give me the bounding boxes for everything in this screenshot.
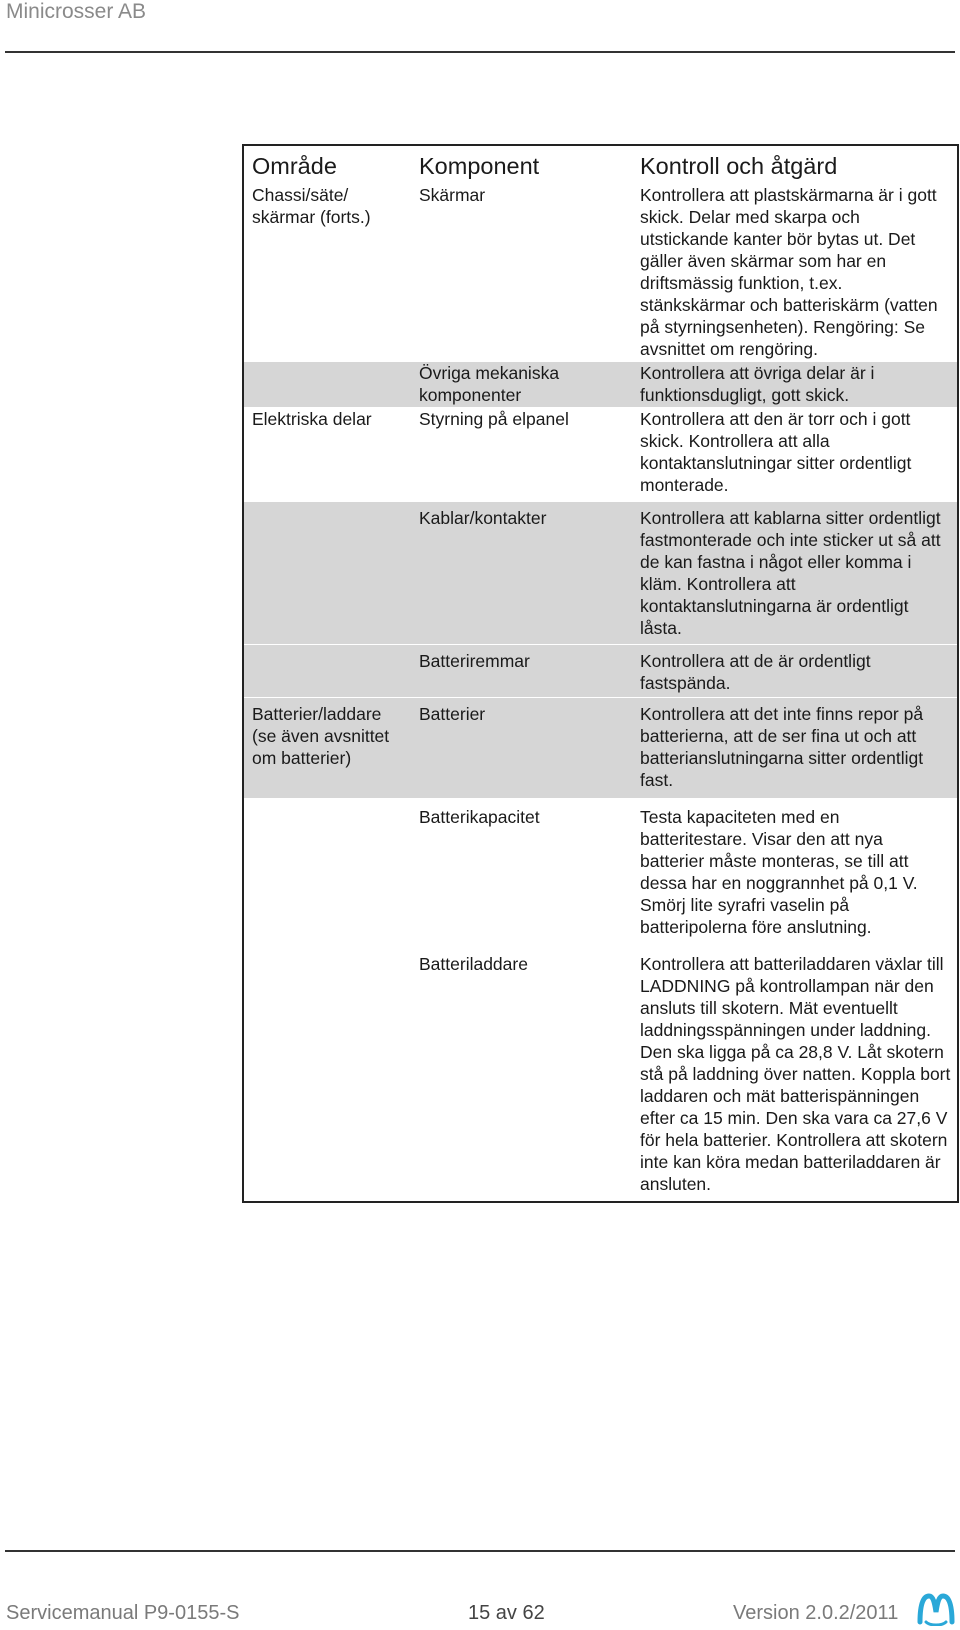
table-row: [243, 799, 958, 946]
row-component: Batterikapacitet: [411, 799, 632, 946]
table-row: [243, 946, 958, 1203]
row-component: Batteriremmar: [411, 645, 632, 698]
row-action: Kontrollera att den är torr och i gott skick. Kontrollera att alla kontaktanslutningar sitter ordentligt monterade.: [632, 408, 958, 502]
table-row: [243, 698, 958, 799]
row-action: Testa kapaciteten med en batteritestare. Visar den att nya batterier måste monteras, se till att dessa har en noggrannhet på 0,1 V. Smörj lite syrafri vaselin på batteripolerna före anslutning.: [632, 799, 958, 946]
company-name: Minicrosser AB: [6, 0, 147, 23]
row-component: Batteriladdare: [411, 946, 632, 1203]
row-action: Kontrollera att batteriladdaren växlar till LADDNING på kontrollampan när den ansluts till skotern. Mät eventuellt laddningsspänningen under laddning. Den ska ligga på ca 28,8 V. Låt skotern stå på laddning över natten. Koppla bort laddaren och mät batterispänningen efter ca 15 min. Den ska vara ca 27,6 V för hela batterier. Kontrollera att skotern inte kan köra medan batteriladdaren är ansluten.: [632, 946, 958, 1203]
header-rule: [5, 51, 955, 53]
page-number: 15 av 62: [468, 1602, 545, 1624]
row-component: Batterier: [411, 698, 632, 799]
row-component: Övriga mekaniska komponenter: [411, 362, 632, 408]
company-logo-icon: [916, 1592, 956, 1626]
header-action: Kontroll och åtgärd: [632, 145, 958, 184]
row-action: Kontrollera att det inte finns repor på batterierna, att de ser fina ut och att batterianslutningarna sitter ordentligt fast.: [632, 698, 958, 799]
header-component: Komponent: [411, 145, 632, 184]
row-component: Skärmar: [411, 184, 632, 362]
row-area: Chassi/säte/ skärmar (forts.): [243, 184, 411, 362]
row-area: [243, 362, 411, 408]
row-component: Styrning på elpanel: [411, 408, 632, 502]
row-area: [243, 799, 411, 946]
table-row: [243, 408, 958, 502]
header-area: Område: [243, 145, 411, 184]
row-area: [243, 645, 411, 698]
row-component: Kablar/kontakter: [411, 502, 632, 645]
table-row: [243, 362, 958, 408]
row-area: [243, 946, 411, 1203]
row-area: [243, 502, 411, 645]
version-label: Version 2.0.2/2011: [733, 1602, 899, 1624]
manual-id: Servicemanual P9-0155-S: [6, 1602, 240, 1624]
row-action: Kontrollera att övriga delar är i funktionsdugligt, gott skick.: [632, 362, 958, 408]
table-row: [243, 184, 958, 362]
table-header-row: [243, 145, 958, 184]
table-row: [243, 645, 958, 698]
row-area: Batterier/laddare (se även avsnittet om batterier): [243, 698, 411, 799]
row-action: Kontrollera att plastskärmarna är i gott skick. Delar med skarpa och utstickande kanter bör bytas ut. Det gäller även skärmar som har en driftsmässig funktion, t.ex. stänkskärmar och batteriskärm (vatten på styrningsenheten). Rengöring: Se avsnittet om rengöring.: [632, 184, 958, 362]
row-action: Kontrollera att de är ordentligt fastspända.: [632, 645, 958, 698]
row-action: Kontrollera att kablarna sitter ordentligt fastmonterade och inte sticker ut så att de kan fastna i något eller komma i kläm. Kontrollera att kontaktanslutningarna är ordentligt låsta.: [632, 502, 958, 645]
maintenance-table: [242, 144, 959, 1203]
row-area: Elektriska delar: [243, 408, 411, 502]
table-row: [243, 502, 958, 645]
footer-rule: [5, 1550, 955, 1552]
